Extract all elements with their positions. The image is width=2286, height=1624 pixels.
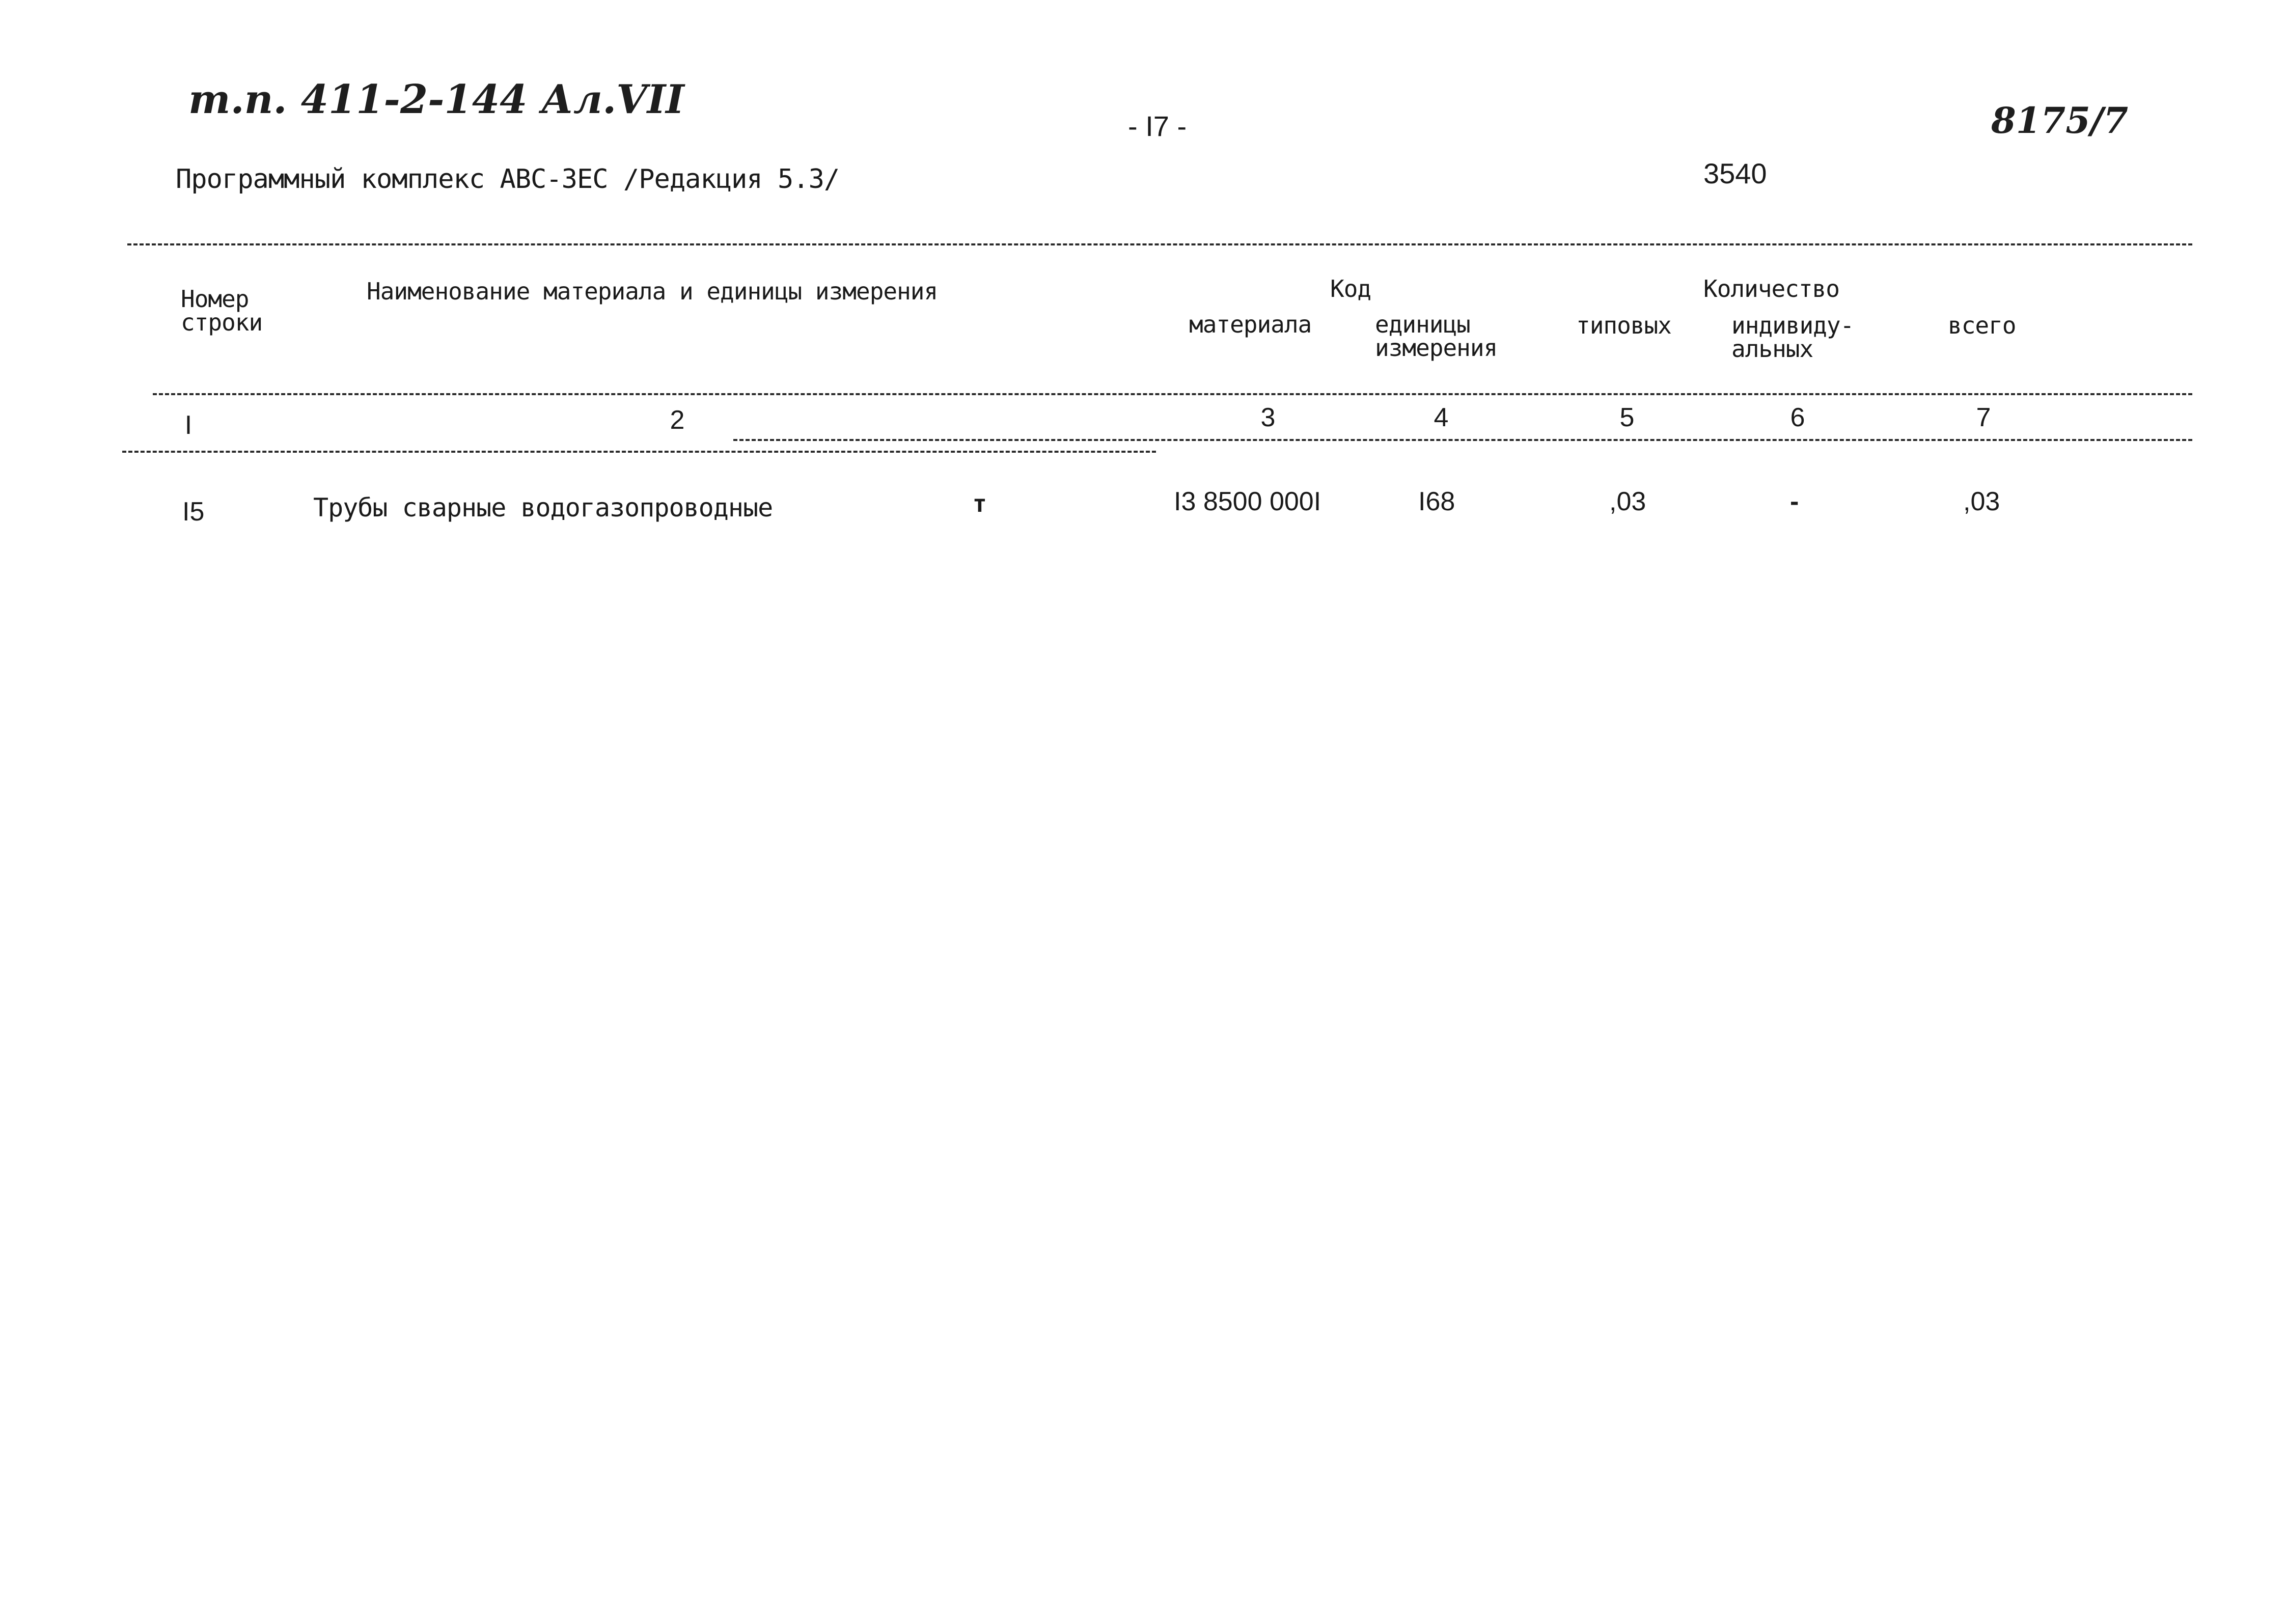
header-qty-group: Количество bbox=[1703, 275, 1839, 302]
header-bottom-rule bbox=[153, 393, 2192, 395]
header-code-unit-line2: измерения bbox=[1375, 334, 1498, 362]
header-row-number-line1: Номер bbox=[181, 285, 249, 313]
cell-qty-individual: - bbox=[1790, 487, 1799, 516]
column-number-4: 4 bbox=[1434, 403, 1449, 432]
column-number-6: 6 bbox=[1790, 403, 1805, 432]
cell-unit: т bbox=[973, 490, 986, 517]
cell-qty-typical: ,03 bbox=[1609, 487, 1646, 516]
header-qty-total: всего bbox=[1948, 312, 2016, 339]
cell-qty-total: ,03 bbox=[1963, 487, 2000, 516]
column-number-bottom-rule bbox=[733, 439, 2192, 441]
cell-unit-code: I68 bbox=[1418, 487, 1455, 516]
header-qty-individual-line1: индивиду- bbox=[1731, 312, 1854, 339]
header-code-group: Код bbox=[1330, 275, 1371, 302]
header-code-unit-line1: единицы bbox=[1375, 311, 1470, 338]
program-title: Программный комплекс АВС-ЗЕС /Редакция 5.3/ bbox=[176, 164, 840, 195]
header-code-material: материала bbox=[1189, 311, 1312, 338]
header-qty-typical: типовых bbox=[1576, 312, 1671, 339]
page-number: - I7 - bbox=[1128, 110, 1187, 142]
column-number-2: 2 bbox=[670, 405, 685, 435]
document-reference: т.п. 411-2-144 Ал.VII bbox=[188, 76, 684, 123]
cell-material-name: Трубы сварные водогазопроводные bbox=[313, 493, 773, 522]
column-number-7: 7 bbox=[1976, 403, 1991, 432]
header-name: Наименование материала и единицы измерения bbox=[367, 278, 938, 305]
cell-material-code: I3 8500 000I bbox=[1174, 487, 1321, 516]
column-number-1: I bbox=[184, 410, 192, 440]
document-number: 3540 bbox=[1703, 157, 1767, 189]
cell-row-number: I5 bbox=[182, 497, 205, 527]
column-number-5: 5 bbox=[1619, 403, 1635, 432]
sheet-code: 8175/7 bbox=[1991, 99, 2129, 142]
table-body-top-rule bbox=[122, 451, 1156, 453]
table-top-rule bbox=[127, 243, 2192, 245]
header-qty-individual-line2: альных bbox=[1731, 335, 1813, 363]
header-row-number-line2: строки bbox=[181, 309, 263, 336]
column-number-3: 3 bbox=[1260, 403, 1276, 432]
